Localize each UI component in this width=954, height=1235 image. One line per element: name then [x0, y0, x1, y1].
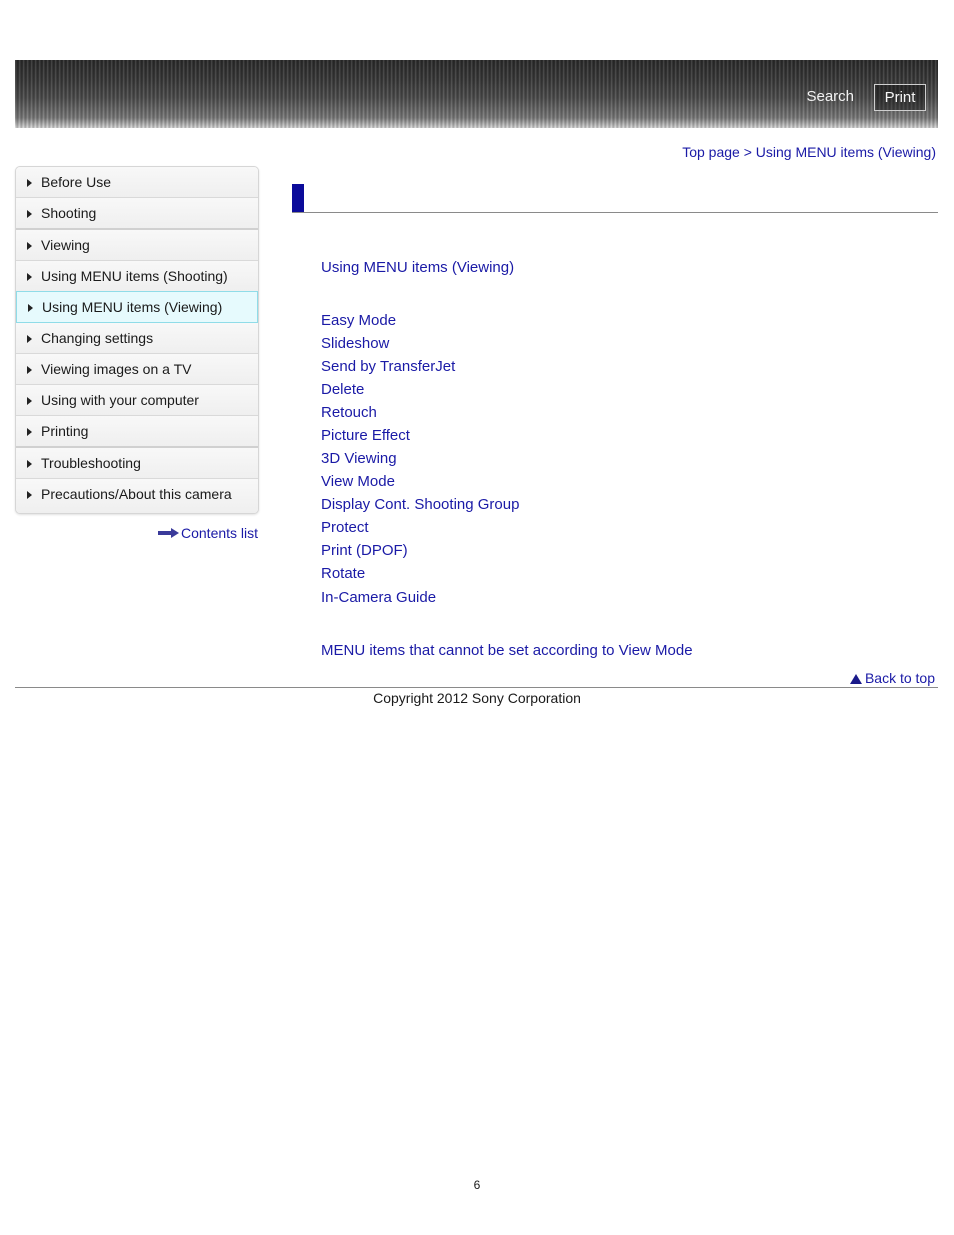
menu-link-rotate[interactable]: Rotate — [321, 565, 366, 582]
sidebar-item-menu-shooting[interactable] — [16, 261, 258, 292]
search-button[interactable]: Search — [806, 88, 854, 105]
triangle-right-icon — [27, 179, 32, 187]
header-bar — [15, 60, 938, 128]
menu-link-protect[interactable]: Protect — [321, 519, 369, 536]
sidebar-item-label: Using MENU items (Viewing) — [42, 299, 223, 315]
sidebar-item-computer[interactable] — [16, 385, 258, 416]
sidebar-item-label: Printing — [41, 423, 89, 439]
triangle-right-icon — [27, 397, 32, 405]
triangle-right-icon — [27, 273, 32, 281]
menu-link-easy-mode[interactable]: Easy Mode — [321, 312, 397, 329]
sidebar-item-changing-settings[interactable] — [16, 323, 258, 354]
sidebar-item-label: Using MENU items (Shooting) — [41, 268, 228, 284]
sidebar-item-viewing[interactable] — [16, 230, 258, 261]
sidebar-item-printing[interactable] — [16, 416, 258, 448]
sidebar-item-menu-viewing[interactable] — [16, 291, 258, 323]
arrow-right-icon — [158, 528, 179, 538]
menu-link-view-mode[interactable]: View Mode — [321, 473, 395, 490]
sidebar-nav — [15, 166, 259, 514]
menu-link-print-dpof[interactable]: Print (DPOF) — [321, 542, 408, 559]
contents-list-label: Contents list — [181, 525, 259, 541]
title-divider — [292, 212, 938, 213]
triangle-right-icon — [27, 210, 32, 218]
footer-divider — [15, 687, 938, 688]
sidebar-item-shooting[interactable] — [16, 198, 258, 230]
title-marker — [292, 184, 304, 212]
sidebar-item-before-use[interactable] — [16, 167, 258, 198]
menu-link-retouch[interactable]: Retouch — [321, 404, 377, 421]
sidebar-item-troubleshooting[interactable] — [16, 448, 258, 479]
sidebar-item-precautions[interactable] — [16, 479, 258, 513]
sidebar-item-viewing-on-tv[interactable] — [16, 354, 258, 385]
sidebar-item-label: Troubleshooting — [41, 455, 141, 471]
menu-link-slideshow[interactable]: Slideshow — [321, 335, 390, 352]
sidebar-item-label: Changing settings — [41, 330, 154, 346]
triangle-right-icon — [27, 366, 32, 374]
triangle-right-icon — [28, 304, 33, 312]
breadcrumb[interactable]: Top page > Using MENU items (Viewing) — [682, 144, 936, 160]
triangle-right-icon — [27, 491, 32, 499]
triangle-up-icon — [850, 674, 862, 684]
sidebar-item-label: Using with your computer — [41, 392, 199, 408]
sidebar-item-label: Viewing — [41, 237, 90, 253]
copyright-text: Copyright 2012 Sony Corporation — [373, 690, 581, 706]
sidebar-item-label: Precautions/About this camera — [41, 486, 232, 502]
contents-list-link[interactable] — [158, 525, 258, 541]
triangle-right-icon — [27, 242, 32, 250]
back-to-top-link[interactable] — [850, 670, 935, 686]
menu-link-delete[interactable]: Delete — [321, 381, 365, 398]
triangle-right-icon — [27, 335, 32, 343]
menu-link-picture-effect[interactable]: Picture Effect — [321, 427, 410, 444]
triangle-right-icon — [27, 460, 32, 468]
print-button[interactable]: Print — [874, 84, 926, 111]
menu-link-in-camera-guide[interactable]: In-Camera Guide — [321, 589, 437, 606]
sidebar-item-label: Shooting — [41, 205, 97, 221]
menu-link-3d-viewing[interactable]: 3D Viewing — [321, 450, 397, 467]
sidebar-item-label: Before Use — [41, 174, 112, 190]
menu-link-cont-shooting-group[interactable]: Display Cont. Shooting Group — [321, 496, 520, 513]
menu-link-transferjet[interactable]: Send by TransferJet — [321, 358, 456, 375]
section-link[interactable]: Using MENU items (Viewing) — [321, 259, 515, 276]
back-to-top-label: Back to top — [864, 670, 935, 686]
menu-link-cannot-set[interactable]: MENU items that cannot be set according to View Mode — [321, 642, 693, 659]
page-number: 6 — [473, 1178, 481, 1192]
sidebar-item-label: Viewing images on a TV — [41, 361, 192, 377]
triangle-right-icon — [27, 428, 32, 436]
